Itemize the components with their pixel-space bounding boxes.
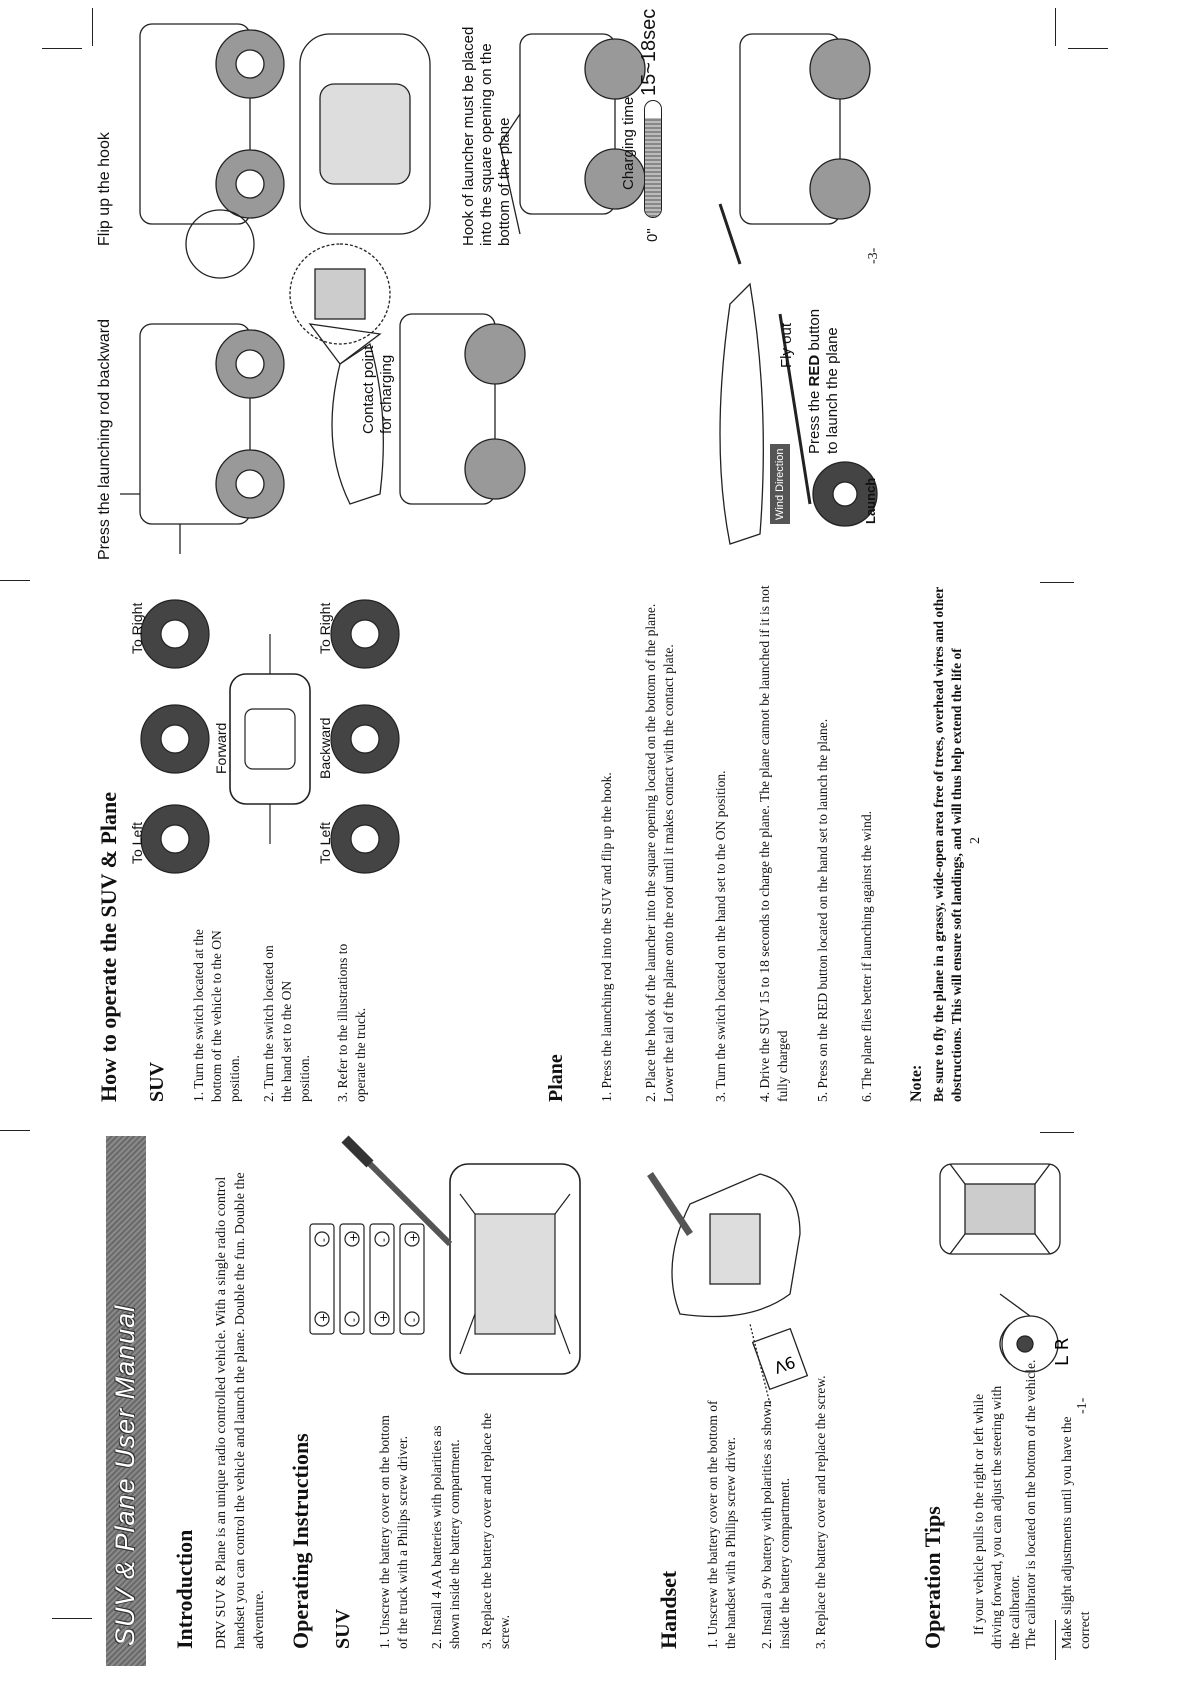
charge-end: 15~18sec [638,8,660,96]
title-band [106,1136,146,1666]
suv-with-hook-icon [140,24,284,278]
plane-on-suv-icon [310,314,525,504]
illus-press-red-2: button [806,308,823,351]
handset-dial-icon [141,705,209,773]
plane-step-5: 5. Press on the RED button located on the hand set to launch the plane. [815,718,830,1102]
illus-press-red-1: Press the [806,390,823,454]
battery-install-illustration [300,1134,600,1394]
tips-paragraph-1: If your vehicle pulls to the right or left while driving forward, you can adjust the steering with the calibrator. [971,1385,1022,1649]
charge-bar-fill [645,118,661,217]
operate-suv-wrap [146,1062,169,1102]
charging-label: Charging time [620,96,637,190]
operating-suv-wrap [332,1609,355,1649]
handset-step-1: 1. Unscrew the battery cover on the bottom of the handset with a Philips screw driver. [705,1400,738,1649]
svg-text:+: + [407,1232,420,1242]
operate-heading: How to operate the SUV & Plane [96,792,121,1102]
handset-dial-icon [141,805,209,873]
operating-step-3: 3. Replace the battery cover and replace the screw. [479,1412,512,1649]
intro-heading: Introduction [172,1529,197,1649]
handset-dial-icon [331,705,399,773]
dir-right-bottom: To Right [317,602,333,654]
note-body: Be sure to fly the plane in a grassy, wide-open area free of trees, overhead wires and other obstructions. This will ensure soft landings, and will thus help extend the life of [931,587,964,1102]
illus-contact: Contact point for charging [360,345,395,434]
illus-flip-hook: Flip up the hook [96,132,113,246]
note-heading-wrap [908,1065,926,1102]
operate-step-3: 3. Refer to the illustrations to operate the truck. [335,943,368,1102]
dir-right-top: To Right [129,602,145,654]
svg-text:-: - [347,1318,360,1322]
dir-left-top: To Left [129,821,145,864]
handset-step-3: 3. Replace the battery cover and replace the screw. [813,1375,828,1649]
svg-text:-: - [317,1238,330,1242]
plane-step-3: 3. Turn the switch located on the hand set to the ON position. [713,770,728,1102]
operating-heading-wrap [288,1433,314,1649]
panel-page-2 [0,564,1198,1124]
tips-heading: Operation Tips [920,1506,945,1649]
operating-suv-heading: SUV [332,1608,354,1649]
svg-text:+: + [317,1312,330,1322]
operating-heading: Operating Instructions [288,1433,313,1649]
operating-step-2: 2. Install 4 AA batteries with polarities as shown inside the battery compartment. [429,1425,462,1649]
handset-dial-icon [331,600,399,668]
handset-step-2: 2. Install a 9v battery with polarities as shown inside the battery compartment. [759,1400,792,1649]
tips-paragraph-3: Make slight adjustments until you have the correct [1059,1416,1092,1649]
calibrator-lr-label: L R [1052,1337,1073,1366]
illus-press-rod: Press the launching rod backward [96,318,113,560]
illus-wind: Wind Direction [770,444,790,524]
panel-page-3 [0,0,1198,564]
suv-with-rod-icon [120,324,284,554]
dir-backward: Backward [317,717,333,779]
page-number-1: -1- [1075,1397,1090,1414]
intro-section [172,1139,269,1649]
direction-diagram-art [120,574,420,904]
illus-launch: Launch [863,477,878,524]
operate-step-1: 1. Turn the switch located at the bottom of the vehicle to the ON position. [191,929,242,1102]
operate-step-2: 2. Turn the switch located on the hand set to the ON position. [261,945,312,1102]
handset-heading: Handset [656,1570,681,1649]
suv-top-view-icon [300,34,430,234]
illus-press-red [806,309,842,454]
title-band-text: SUV & Plane User Manual [110,1304,140,1646]
calibrator-illustration [920,1134,1080,1384]
illus-red-word: RED [806,354,823,387]
svg-text:+: + [347,1232,360,1242]
svg-text:-: - [407,1318,420,1322]
plane-step-4: 4. Drive the SUV 15 to 18 seconds to charge the plane. The plane cannot be launched if it is not fully charged [757,585,790,1102]
page-number-3: -3- [866,247,881,264]
handset-dial-icon [331,805,399,873]
direction-diagram [120,574,420,904]
page-number-2: 2 [968,837,983,844]
plane-heading: Plane [545,1054,567,1102]
tips-paragraph-2: The calibrator is located on the bottom of the vehicle. [1023,1359,1038,1649]
dir-forward: Forward [213,722,229,774]
charging-time-block [620,8,680,242]
handset-heading-wrap [656,1571,682,1649]
svg-text:+: + [377,1312,390,1322]
note-heading: Note: [908,1064,925,1102]
plane-heading-wrap [545,1054,568,1102]
handset-battery-label: 9V [771,1352,798,1378]
charge-start: 0" [644,228,661,242]
plane-step-6: 6. The plane flies better if launching against the wind. [859,810,874,1102]
handset-dial-icon [141,600,209,668]
operate-suv-heading: SUV [146,1061,168,1102]
operate-heading-wrap [96,792,122,1102]
contact-point-icon [290,244,390,344]
intro-body: DRV SUV & Plane is an unique radio controlled vehicle. With a single radio control handset you can control the vehicle and launch the plane. Double the fun. Double the adventure. [214,1172,267,1649]
plane-step-1: 1. Press the launching rod into the SUV and flip up the hook. [599,772,614,1102]
panel-page-1 [0,1124,1198,1684]
dir-left-bottom: To Left [317,821,333,864]
tips-heading-wrap [920,1506,946,1649]
illus-hook-note: Hook of launcher must be placed into the square opening on the bottom of the plane [460,26,513,246]
illus-press-red-3: to launch the plane [824,327,841,454]
plane-step-2: 2. Place the hook of the launcher into the square opening located on the bottom of the plane. Lower the tail of the plane onto the roof until it makes contact with the contact plate. [643,603,676,1102]
charge-bar [644,100,662,218]
handset-battery-illustration [640,1134,820,1404]
launch-scene-icon [720,34,877,544]
svg-text:-: - [377,1238,390,1242]
operating-step-1: 1. Unscrew the battery cover on the bottom of the truck with a Philips screw driver. [377,1415,410,1649]
illus-fly-out: Fly out [778,322,795,368]
